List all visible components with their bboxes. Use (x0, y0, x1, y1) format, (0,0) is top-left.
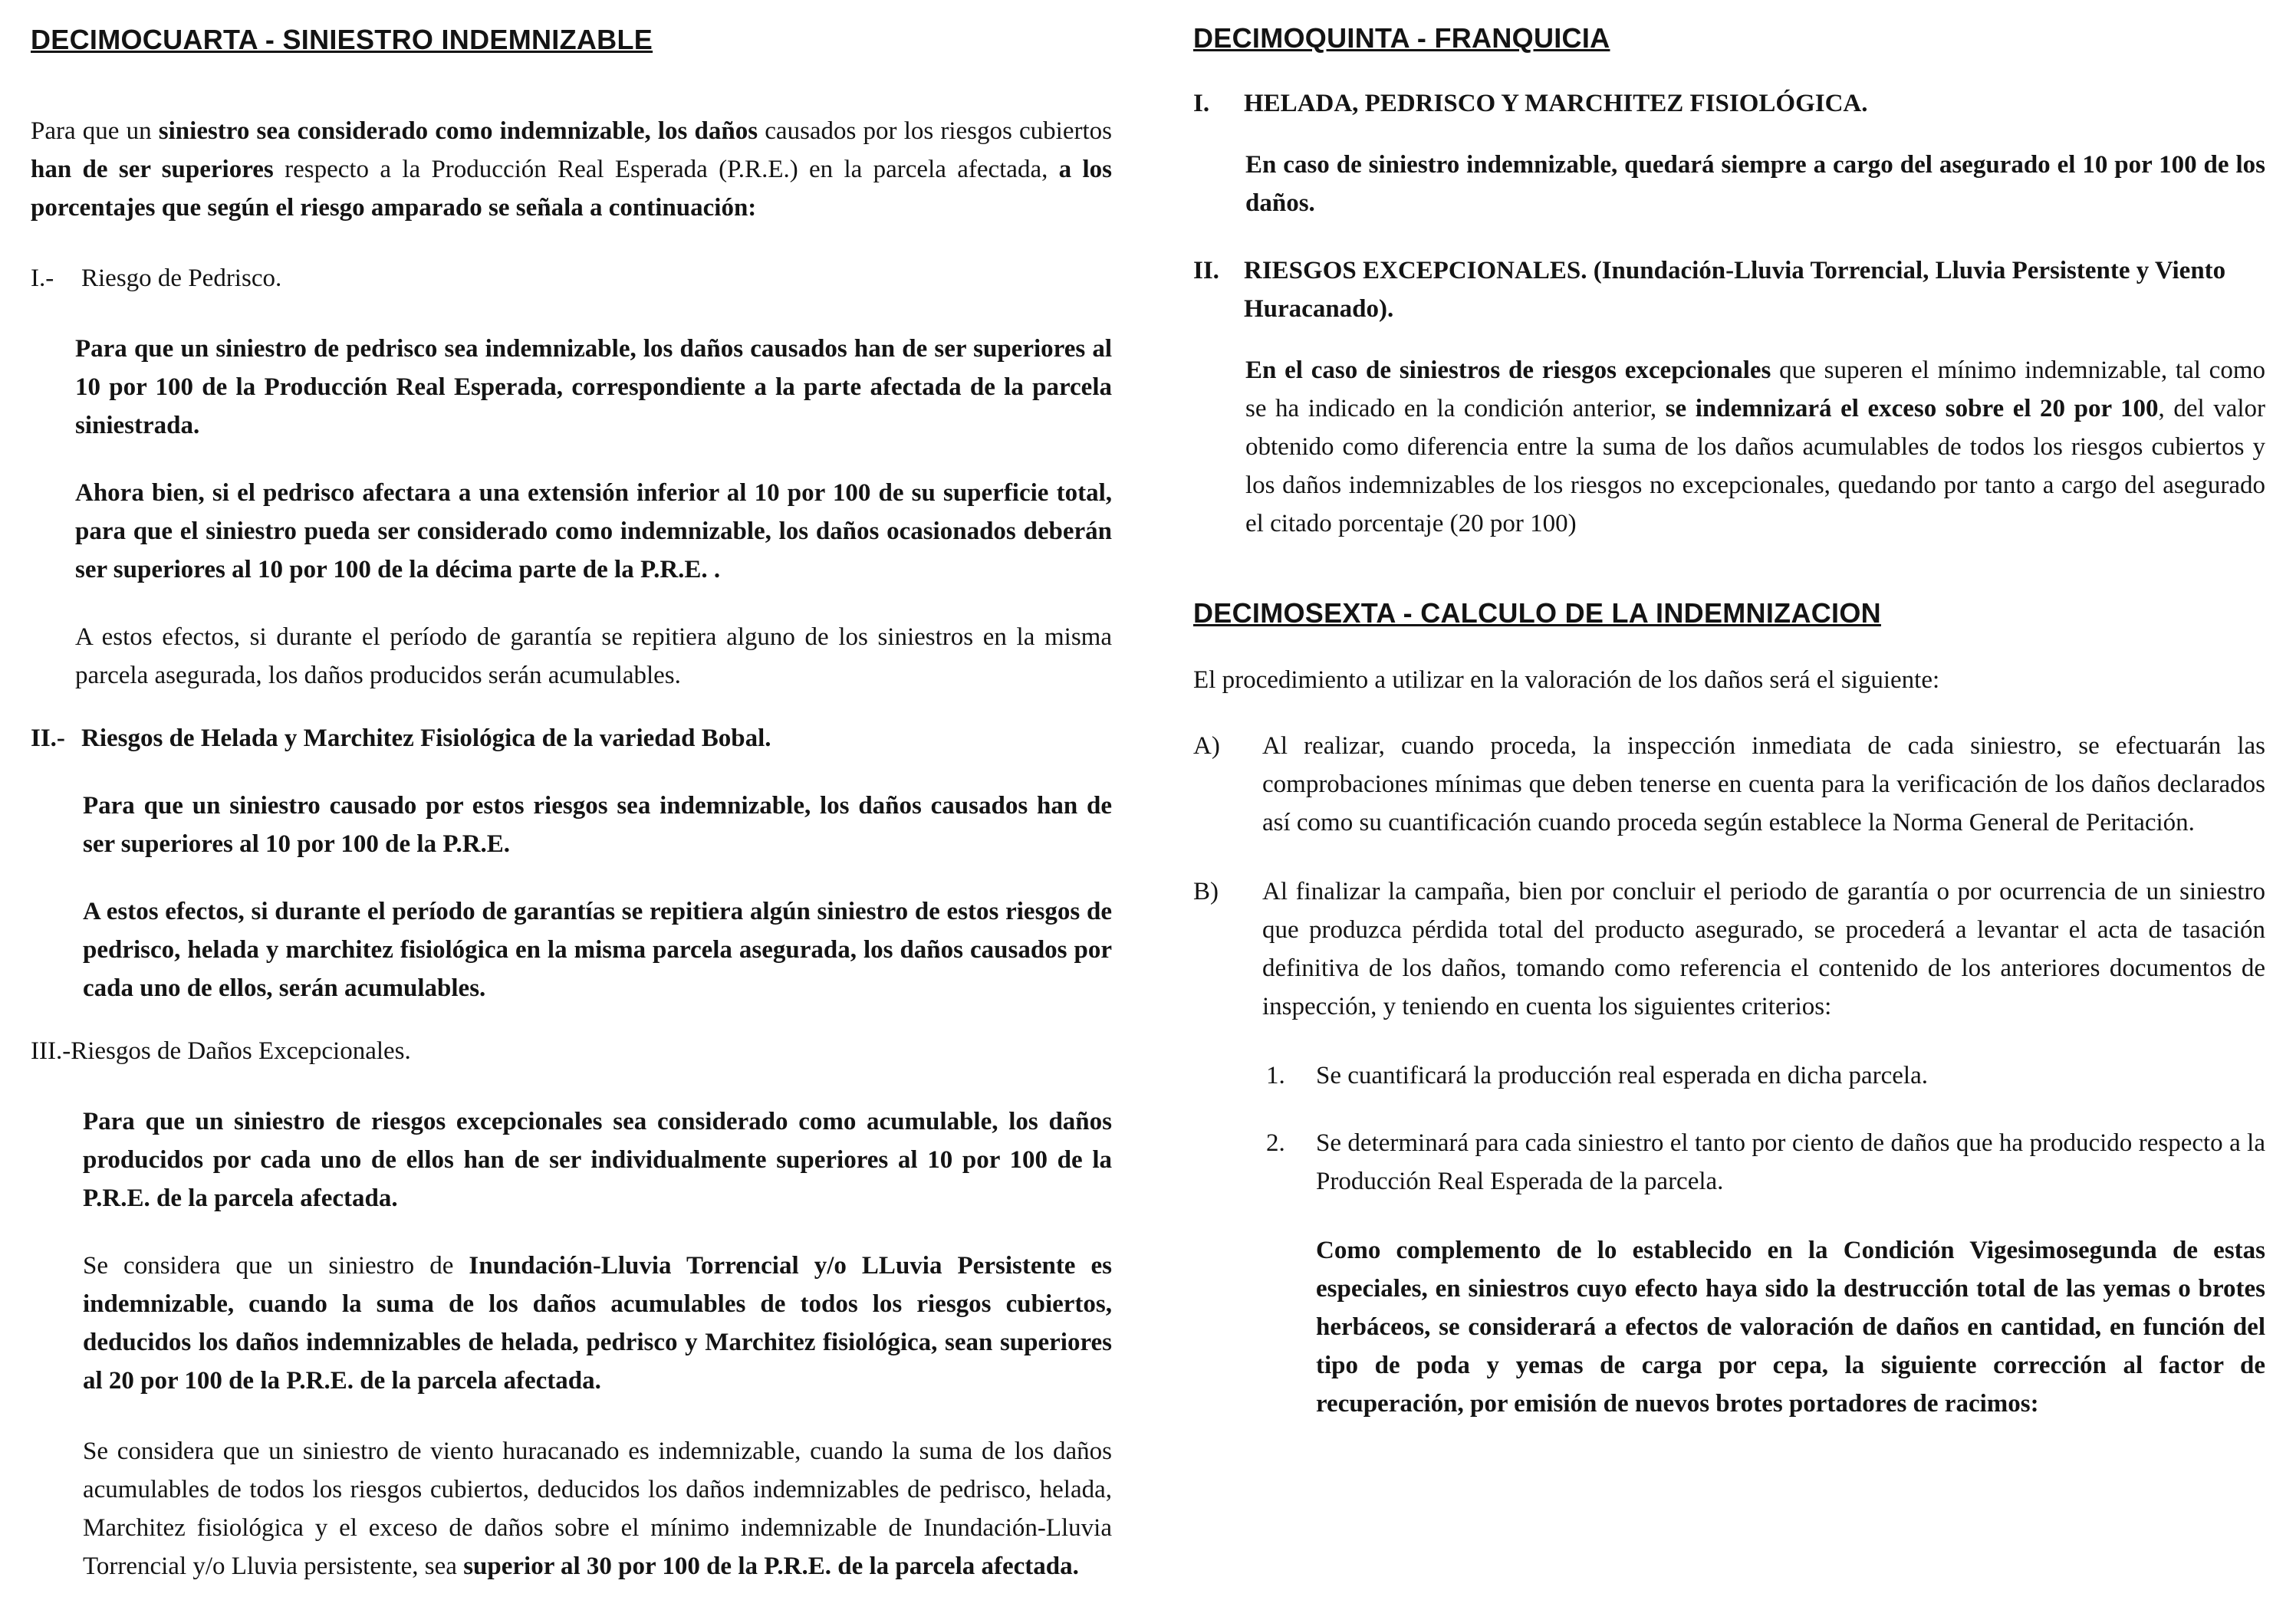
section-excepcionales-title (31, 1032, 1112, 1070)
heading-decimosexta: DECIMOSEXTA - CALCULO DE LA INDEMNIZACION (1193, 597, 1881, 629)
p-bold-1: En el caso de siniestros de riesgos excepcionales (1245, 356, 1771, 384)
helada-paragraph-1: Para que un siniestro causado por estos riesgos sea indemnizable, los daños causados han de ser superiores al 10 por 100 de la P.R.E. (83, 792, 1112, 858)
complement-paragraph: Como complemento de lo establecido en la Condición Vigesimosegunda de estas especiales, en siniestros cuyo efecto haya sido la destrucción total de las yemas o brotes herbáceos, se considerará a efectos de valoración de daños en cantidad, en función del tipo de poda y yemas de carga por cepa, la siguiente corrección al factor de recuperación, por emisión de nuevos brotes portadores de racimos: (1316, 1237, 2265, 1418)
item-b (1193, 872, 2265, 1026)
intro-paragraph (31, 112, 1112, 227)
item-text: Al realizar, cuando proceda, la inspección inmediata de cada siniestro, se efectuarán las comprobaciones mínimas que deben tenerse en cuenta para la verificación de los daños declarados así como su cuantificación cuando proceda según establece la Norma General de Peritación. (1262, 732, 2265, 836)
calculo-intro: El procedimiento a utilizar en la valoración de los daños será el siguiente: (1193, 666, 1940, 694)
intro-b2: han de ser superiores (31, 156, 274, 183)
p3-bold: superior al 30 por 100 de la P.R.E. de la parcela afectada. (463, 1552, 1079, 1580)
item-a (1193, 727, 2265, 842)
p-text-1: que superen el mínimo indemnizable, tal como se ha indicado en la condición anterior, (1245, 356, 2266, 422)
p2-text: Se considera que un siniestro de (83, 1252, 469, 1280)
pedrisco-paragraph-2: Ahora bien, si el pedrisco afectara a una extensión inferior al 10 por 100 de su superficie total, para que el siniestro pueda ser considerado como indemnizable, los daños ocasionados deberán ser superiores al 10 por 100 de la décima parte de la P.R.E. . (75, 479, 1112, 583)
section-number: II. (1193, 257, 1219, 284)
p2-bold: Inundación-Lluvia Torrencial y/o LLuvia Persistente es indemnizable, cuando la suma de los daños acumulables de todos los riesgos cubiertos, deducidos los daños indemnizables de helada, pedrisco y Marchitez fisiológica, sean superiores al 20 por 100 de la P.R.E. de la parcela afectada. (83, 1252, 1113, 1395)
right-column (1193, 0, 2265, 1423)
section-title-text: RIESGOS EXCEPCIONALES. (Inundación-Lluvia Torrencial, Lluvia Persistente y Viento Huracanado). (1244, 257, 2226, 323)
intro-b1: siniestro sea considerado como indemnizable, los daños (158, 117, 758, 145)
franquicia-paragraph-1: En caso de siniestro indemnizable, quedará siempre a cargo del asegurado el 10 por 100 de los daños. (1245, 151, 2265, 217)
excepcionales-paragraph-2 (83, 1247, 1112, 1400)
section-title-text: HELADA, PEDRISCO Y MARCHITEZ FISIOLÓGICA. (1244, 90, 1868, 117)
item-text: Al finalizar la campaña, bien por concluir el periodo de garantía o por ocurrencia de un siniestro que produzca pérdida total del producto asegurado, se procederá a levantar el acta de tasación definitiva de los daños, tomando como referencia el contenido de los anteriores documentos de inspección, y teniendo en cuenta los siguientes criterios: (1262, 878, 2265, 1020)
criterio-2 (1193, 1124, 2265, 1201)
helada-paragraph-2: A estos efectos, si durante el período de garantías se repitiera algún siniestro de estos riesgos de pedrisco, helada y marchitez fisiológica en la misma parcela asegurada, los daños causados por cada uno de ellos, serán acumulables. (83, 898, 1112, 1002)
excepcionales-paragraph-3 (83, 1432, 1112, 1585)
p3-text: Se considera que un siniestro de viento huracanado es indemnizable, cuando la suma de los daños acumulables de todos los riesgos cubiertos, deducidos los daños indemnizables de pedrisco, helada, Marchitez fisiológica y el exceso de daños sobre el mínimo indemnizable de Inundación-Lluvia Torrencial y/o Lluvia persistente, sea (83, 1438, 1112, 1580)
section-pedrisco-title (31, 259, 1112, 297)
item-text: Se cuantificará la producción real esperada en dicha parcela. (1316, 1062, 1928, 1089)
section-number: II.- (31, 724, 65, 752)
item-label: B) (1193, 878, 1219, 905)
section-number: I. (1193, 90, 1210, 117)
section-title-text: Riesgos de Helada y Marchitez Fisiológica de la variedad Bobal. (81, 724, 771, 752)
section-number: III.- (31, 1037, 71, 1065)
section-title-text: Riesgo de Pedrisco. (81, 264, 282, 292)
franquicia-paragraph-2 (1245, 351, 2265, 543)
heading-decimocuarta: DECIMOCUARTA - SINIESTRO INDEMNIZABLE (31, 24, 653, 55)
section-helada-title (31, 719, 1112, 757)
franquicia-section-2-title (1193, 251, 2265, 328)
section-title-text: Riesgos de Daños Excepcionales. (71, 1037, 411, 1065)
section-number: I.- (31, 264, 54, 292)
franquicia-section-1-title (1193, 84, 2265, 123)
intro-t2: causados por los riesgos cubiertos (758, 117, 1112, 145)
pedrisco-paragraph-1: Para que un siniestro de pedrisco sea indemnizable, los daños causados han de ser superiores al 10 por 100 de la Producción Real Esperada, correspondiente a la parte afectada de la parcela siniestrada. (75, 335, 1112, 439)
intro-t3: respecto a la Producción Real Esperada (P.R.E.) en la parcela afectada, (273, 156, 1059, 183)
p-text-2: , del valor obtenido como diferencia entre la suma de los daños acumulables de todos los riesgos cubiertos y los daños indemnizables de los riesgos no excepcionales, quedando por tanto a cargo del asegurado el citado porcentaje (20 por 100) (1245, 395, 2265, 537)
p-bold-2: se indemnizará el exceso sobre el 20 por 100 (1665, 395, 2159, 422)
excepcionales-paragraph-1: Para que un siniestro de riesgos excepcionales sea considerado como acumulable, los daños producidos por cada uno de ellos han de ser individualmente superiores al 10 por 100 de la P.R.E. de la parcela afectada. (83, 1108, 1112, 1212)
left-column (31, 0, 1112, 1585)
pedrisco-paragraph-3: A estos efectos, si durante el período de garantía se repitiera alguno de los siniestros en la misma parcela asegurada, los daños producidos serán acumulables. (75, 623, 1112, 689)
heading-decimoquinta: DECIMOQUINTA - FRANQUICIA (1193, 22, 1610, 54)
item-label: 1. (1266, 1062, 1285, 1089)
item-text: Se determinará para cada siniestro el tanto por ciento de daños que ha producido respecto a la Producción Real Esperada de la parcela. (1316, 1129, 2265, 1195)
item-label: 2. (1266, 1129, 1285, 1157)
item-label: A) (1193, 732, 1220, 760)
criterio-1 (1193, 1056, 2265, 1095)
intro-t1: Para que un (31, 117, 159, 145)
intro-b3: a los porcentajes que según el riesgo amparado se señala a continuación: (31, 156, 1113, 222)
